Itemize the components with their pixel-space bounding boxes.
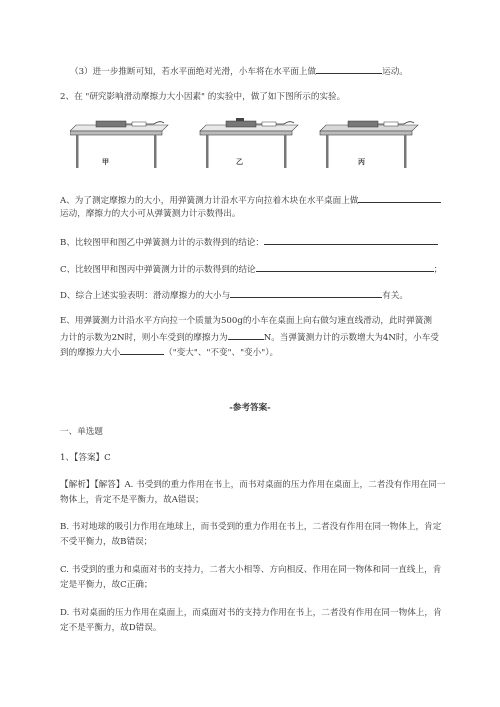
q2-b-blank[interactable] — [264, 235, 438, 245]
hand-icon — [404, 122, 414, 124]
q2-e-suffix2: N。当弹簧测力计的示数增大为4N时，小车受 — [263, 333, 439, 343]
wood-block — [96, 121, 126, 127]
q2-d-blank[interactable] — [230, 288, 382, 298]
figure-label-yi: 乙 — [236, 157, 243, 166]
wood-block — [348, 121, 378, 127]
spring-scale — [384, 122, 398, 126]
analysis-b1: B. 书对地球的吸引力作用在地球上，而书受到的重力作用在书上，二者没有作用在同一物体上，肯定 — [60, 522, 442, 532]
q2-e-text3: 到的摩擦力大小 — [60, 348, 121, 358]
q2-c-line — [60, 262, 442, 276]
q2-c-text: C、比较图甲和图丙中弹簧测力计的示数得到的结论 — [60, 265, 256, 275]
q2-e-line3 — [60, 345, 278, 359]
q2-c-suffix: ； — [433, 265, 443, 275]
q2-e-suffix3: （"变大"、"不变"、"变小"）。 — [164, 348, 279, 358]
q2-intro: 2、在 "研究影响滑动摩擦力大小因素" 的实验中，做了如下图所示的实验。 — [60, 92, 346, 102]
q2-a-text: A、为了测定摩擦力的大小，用弹簧测力计沿水平方向拉着木块在水平桌面上做 — [60, 196, 359, 206]
analysis-c1: C. 书受到的重力和桌面对书的支持力，二者大小相等、方向相反、作用在同一物体和同一直线上，肯 — [60, 565, 442, 575]
q2-e-text2: 力计的示数为2N时，则小车受到的摩擦力为 — [60, 333, 228, 343]
q2-b-text: B、比较图甲和图乙中弹簧测力计的示数得到的结论： — [60, 238, 264, 248]
q2-b-line — [60, 235, 438, 249]
hand-icon — [154, 122, 164, 124]
q2-a-line2: 运动，摩擦力的大小可从弹簧测力计示数得出。 — [60, 209, 241, 219]
q2-c-blank[interactable] — [256, 262, 434, 272]
q2-a-blank[interactable] — [358, 193, 441, 203]
analysis-d1: D. 书对桌面的压力作用在桌面上，而桌面对书的支持力作用在书上，二者没有作用在同一物体上，肯 — [60, 608, 442, 618]
analysis-d2: 定不是平衡力，故D错误。 — [60, 623, 162, 633]
analysis-a1: 【解析】【解答】A. 书受到的重力作用在书上，而书对桌面的压力作用在桌面上，二者没有作用在同一 — [60, 480, 446, 490]
answers-title: -参考答案- — [229, 403, 271, 413]
q3-suffix: 运动。 — [382, 67, 408, 77]
wood-block — [226, 121, 256, 127]
weight-icon — [236, 118, 244, 121]
spring-scale — [262, 122, 276, 126]
q2-d-suffix: 有关。 — [382, 291, 408, 301]
q3-text: （3）进一步推断可知，若水平面绝对光滑，小车将在水平面上做 — [70, 67, 317, 77]
analysis-a2: 物体上，肯定不是平衡力，故A错误； — [60, 495, 204, 505]
analysis-b2: 不受平衡力，故B错误； — [60, 537, 153, 547]
figure-label-bing: 丙 — [358, 157, 365, 166]
q2-e-line2 — [60, 330, 439, 344]
figure-label-jia: 甲 — [102, 157, 109, 166]
q2-d-text: D、综合上述实验表明：滑动摩擦力的大小与 — [60, 291, 231, 301]
figure-jia — [70, 121, 168, 168]
q2-e-blank2[interactable] — [120, 345, 164, 355]
q2-a-line1 — [60, 193, 441, 207]
q2-e-blank1[interactable] — [228, 330, 264, 340]
q2-d-line — [60, 288, 408, 302]
figure-yi — [200, 118, 298, 168]
figure-bing — [320, 121, 418, 168]
analysis-c2: 定是平衡力，故C正确； — [60, 580, 153, 590]
q3-line — [70, 64, 408, 78]
experiment-figure — [70, 118, 430, 178]
answers-section: 一、单选题 — [60, 427, 103, 437]
hand-icon — [284, 122, 294, 124]
q3-blank[interactable] — [316, 64, 382, 74]
q2-e-line1: E、用弹簧测力计沿水平方向拉一个质量为500g的小车在桌面上向右做匀速直线滑动，此时弹簧测 — [60, 316, 432, 326]
answer-q1: 1、【答案】C — [60, 453, 111, 463]
spring-scale — [132, 122, 146, 126]
